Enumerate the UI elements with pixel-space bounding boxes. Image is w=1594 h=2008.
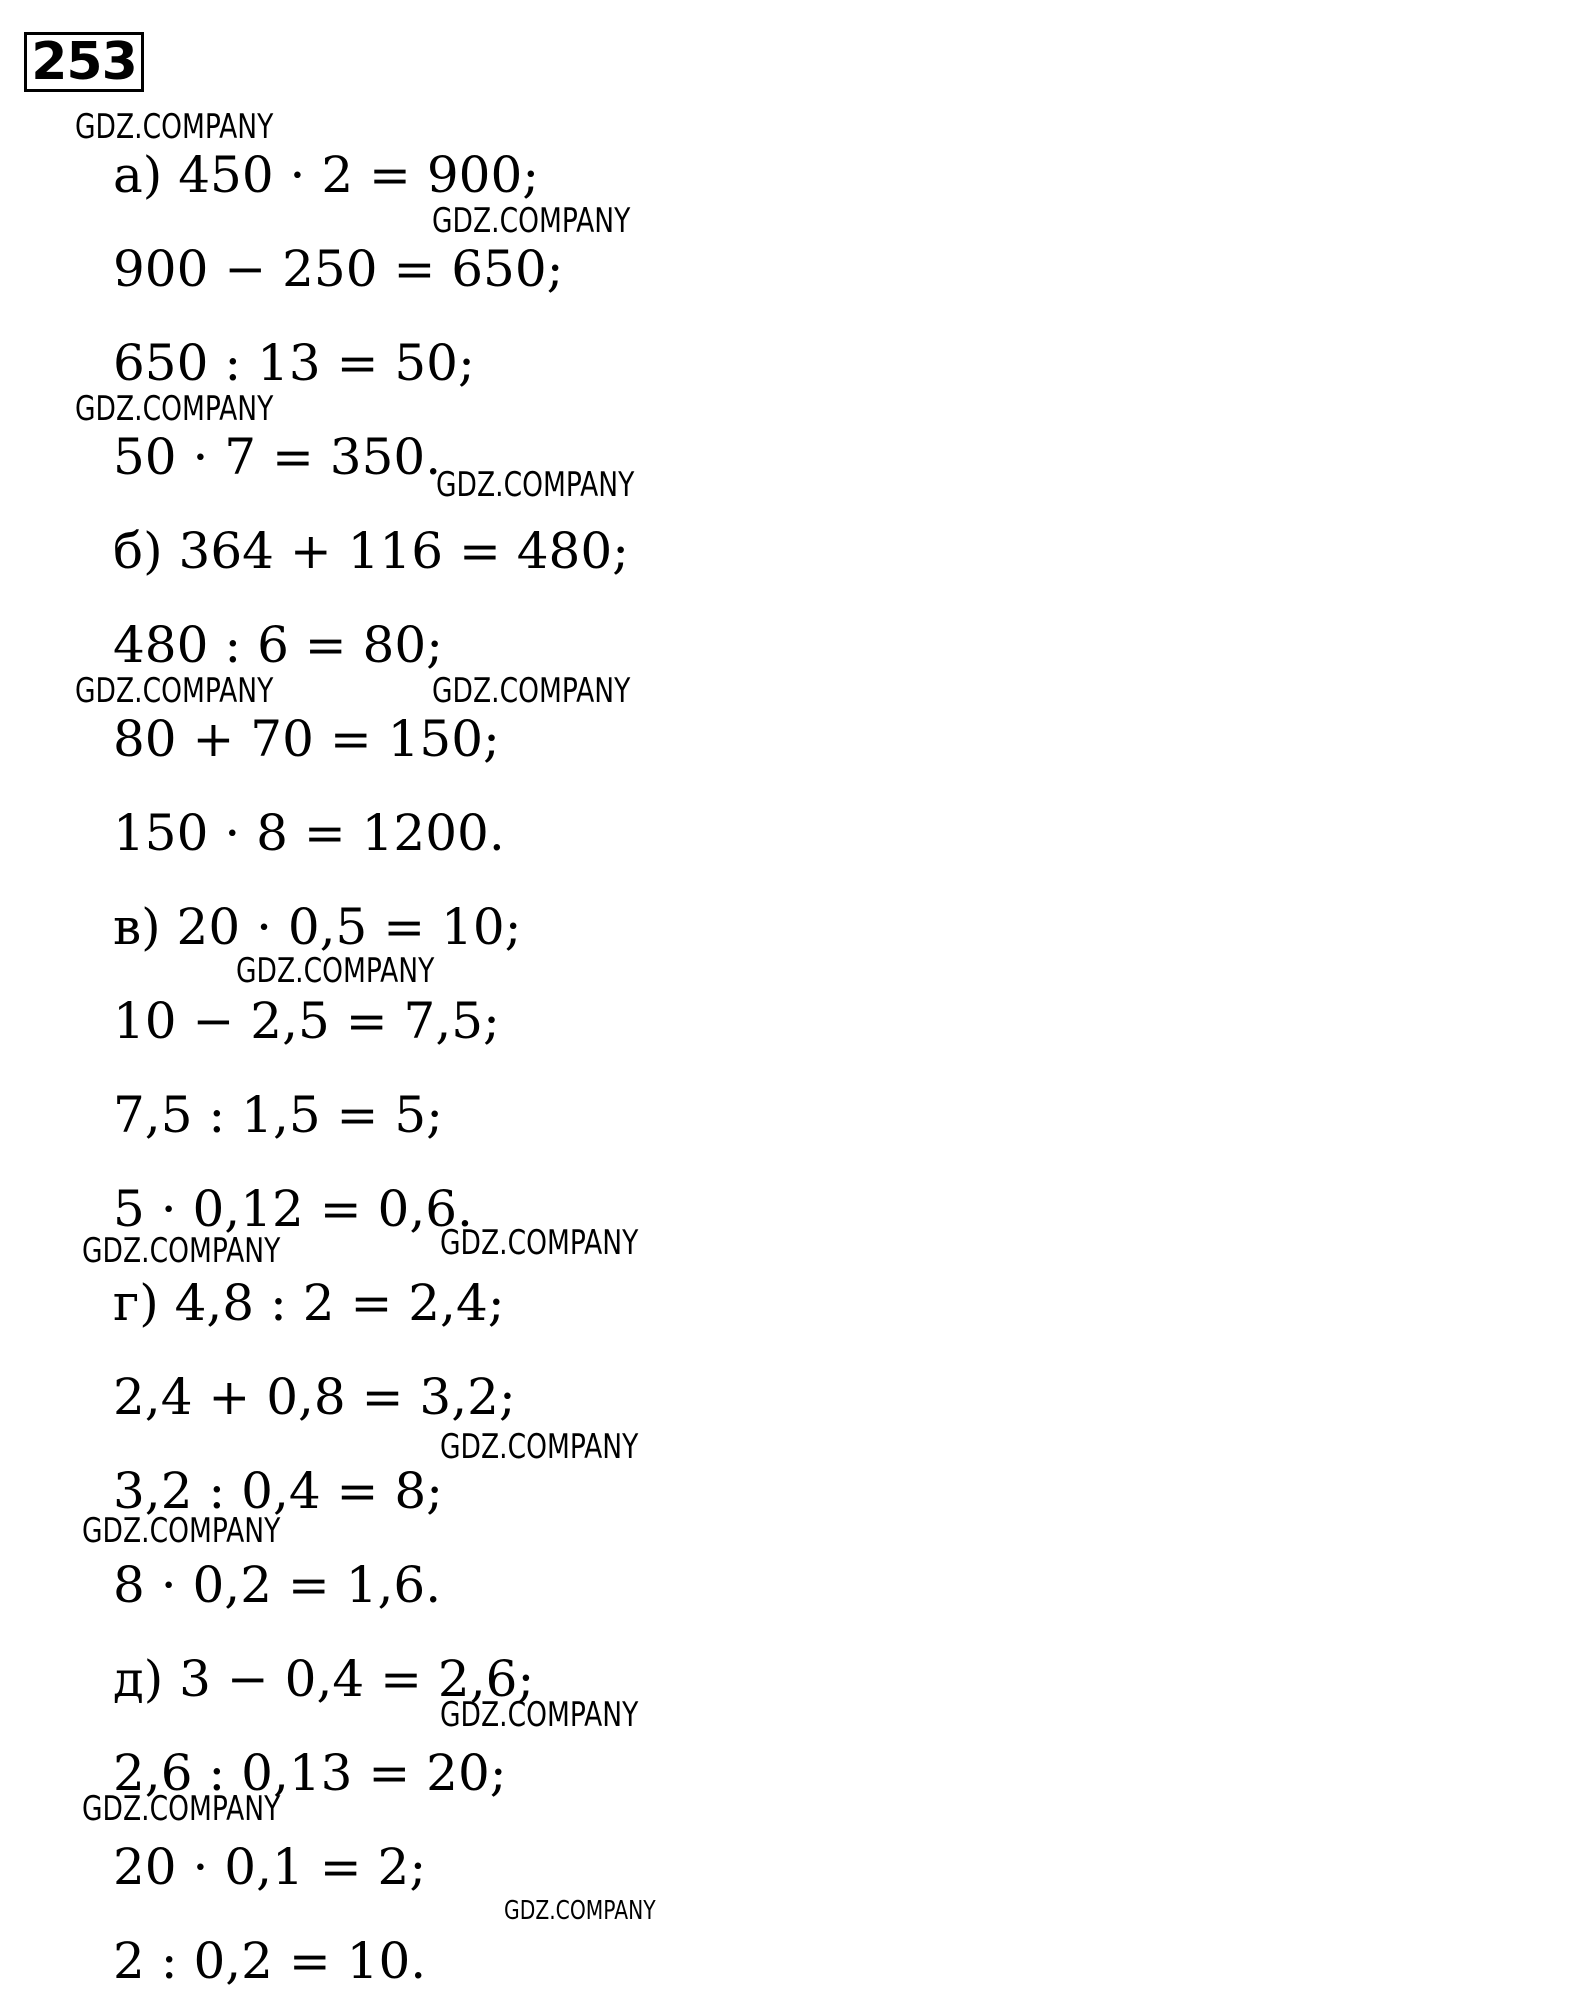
watermark: GDZ.COMPANY — [440, 1223, 639, 1263]
equation-line: 2,6 : 0,13 = 20; — [113, 1744, 507, 1802]
watermark: GDZ.COMPANY — [440, 1695, 639, 1735]
watermark: GDZ.COMPANY — [236, 951, 435, 991]
watermark: GDZ.COMPANY — [436, 465, 635, 505]
equation-line: 7,5 : 1,5 = 5; — [113, 1086, 444, 1144]
problem-number-box: 253 — [24, 32, 144, 92]
equation-line: 900 − 250 = 650; — [113, 240, 564, 298]
equation-line: 650 : 13 = 50; — [113, 334, 475, 392]
equation-line: г) 4,8 : 2 = 2,4; — [113, 1274, 505, 1332]
equation-line: 80 + 70 = 150; — [113, 710, 500, 768]
equation-line: 2,4 + 0,8 = 3,2; — [113, 1368, 516, 1426]
watermark: GDZ.COMPANY — [432, 201, 631, 241]
equation-line: 2 : 0,2 = 10. — [113, 1932, 427, 1990]
equation-line: в) 20 · 0,5 = 10; — [113, 898, 522, 956]
watermark: GDZ.COMPANY — [440, 1427, 639, 1467]
equation-line: 5 · 0,12 = 0,6. — [113, 1180, 473, 1238]
equation-line: 50 · 7 = 350. — [113, 428, 442, 486]
watermark: GDZ.COMPANY — [82, 1789, 281, 1829]
equation-line: 150 · 8 = 1200. — [113, 804, 505, 862]
watermark: GDZ.COMPANY — [504, 1896, 656, 1926]
watermark: GDZ.COMPANY — [75, 389, 274, 429]
watermark: GDZ.COMPANY — [82, 1231, 281, 1271]
equation-line: 3,2 : 0,4 = 8; — [113, 1462, 444, 1520]
equation-line: д) 3 − 0,4 = 2,6; — [113, 1650, 535, 1708]
equation-line: б) 364 + 116 = 480; — [113, 522, 630, 580]
equation-line: 8 · 0,2 = 1,6. — [113, 1556, 442, 1614]
watermark: GDZ.COMPANY — [432, 671, 631, 711]
equation-line: 10 − 2,5 = 7,5; — [113, 992, 500, 1050]
watermark: GDZ.COMPANY — [75, 107, 274, 147]
equation-line: а) 450 · 2 = 900; — [113, 146, 540, 204]
watermark: GDZ.COMPANY — [82, 1511, 281, 1551]
equation-line: 480 : 6 = 80; — [113, 616, 444, 674]
equation-line: 20 · 0,1 = 2; — [113, 1838, 427, 1896]
watermark: GDZ.COMPANY — [75, 671, 274, 711]
